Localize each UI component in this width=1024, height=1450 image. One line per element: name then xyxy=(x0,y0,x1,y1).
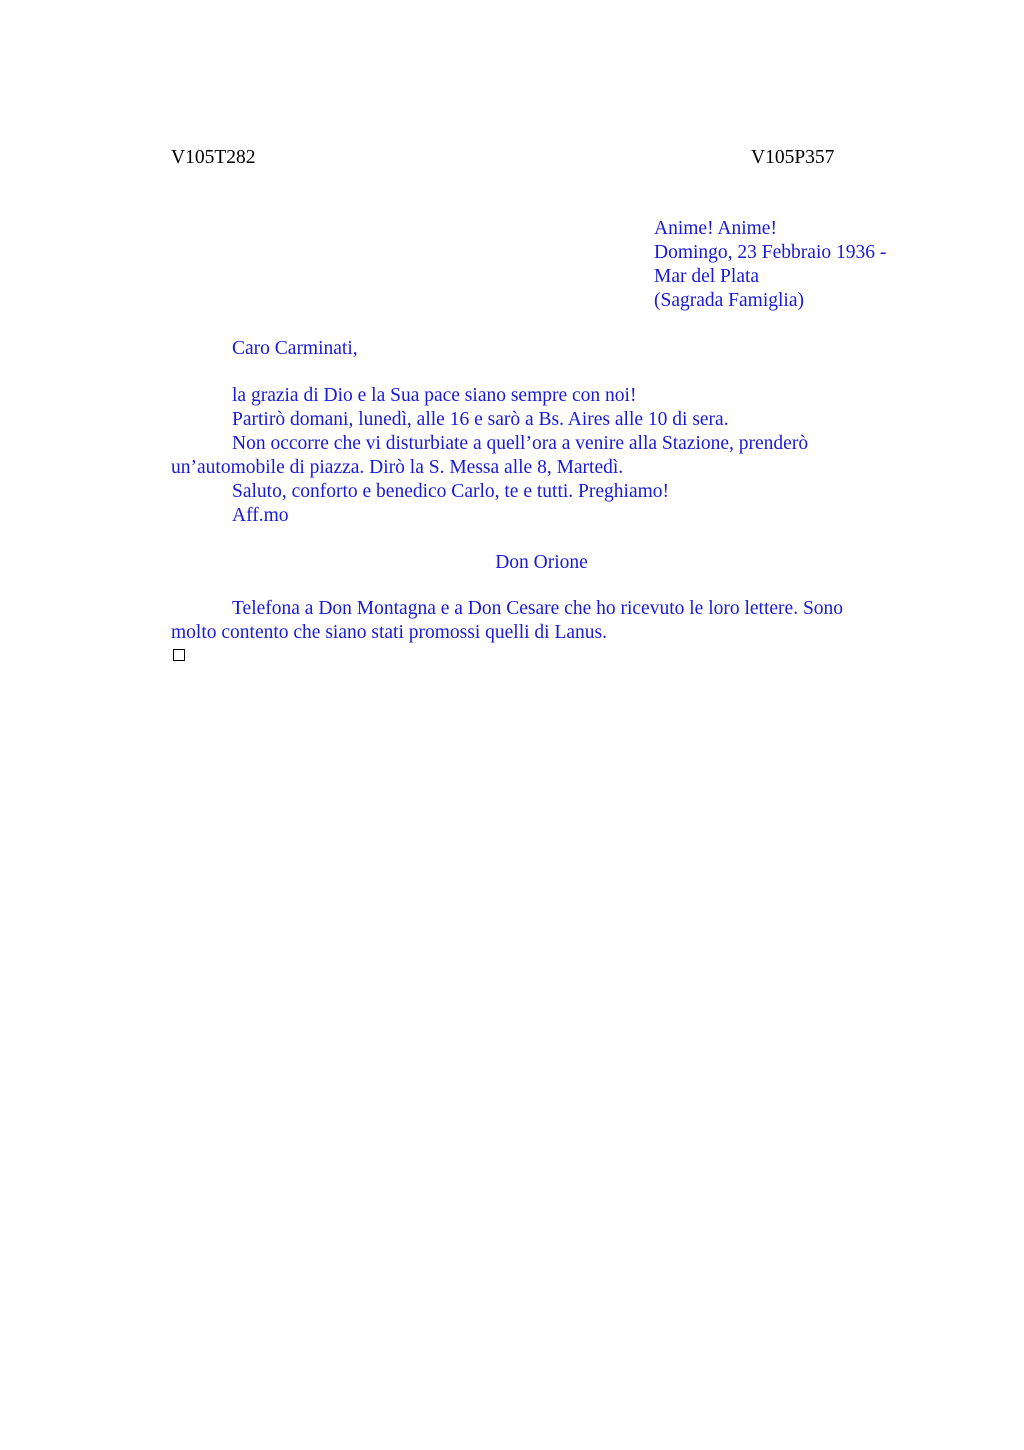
reference-code-right: V105P357 xyxy=(751,147,835,168)
signature: Don Orione xyxy=(495,552,588,573)
heading-line: (Sagrada Famiglia) xyxy=(654,290,804,311)
salutation: Caro Carminati, xyxy=(232,338,358,359)
heading-line: Anime! Anime! xyxy=(654,218,777,239)
body-paragraph: Aff.mo xyxy=(232,505,289,526)
body-paragraph: Partirò domani, lunedì, alle 16 e sarò a Bs. Aires alle 10 di sera. xyxy=(232,409,729,430)
postscript-paragraph: Telefona a Don Montagna e a Don Cesare che ho ricevuto le loro lettere. Sono molto contento che siano stati promossi quelli di Lanus. xyxy=(171,598,844,643)
postscript xyxy=(171,597,891,645)
body-paragraph: la grazia di Dio e la Sua pace siano sempre con noi! xyxy=(232,385,637,406)
letter-body xyxy=(171,384,891,528)
body-paragraph: Saluto, conforto e benedico Carlo, te e tutti. Preghiamo! xyxy=(232,481,670,502)
heading-line: Domingo, 23 Febbraio 1936 - xyxy=(654,242,887,263)
heading-line: Mar del Plata xyxy=(654,266,760,287)
end-marker-box-icon xyxy=(173,649,185,661)
letter-heading xyxy=(654,217,886,313)
reference-code-left: V105T282 xyxy=(171,147,256,168)
body-paragraph: Non occorre che vi disturbiate a quell’ora a venire alla Stazione, prenderò un’automobile di piazza. Dirò la S. Messa alle 8, Martedì. xyxy=(171,433,809,478)
